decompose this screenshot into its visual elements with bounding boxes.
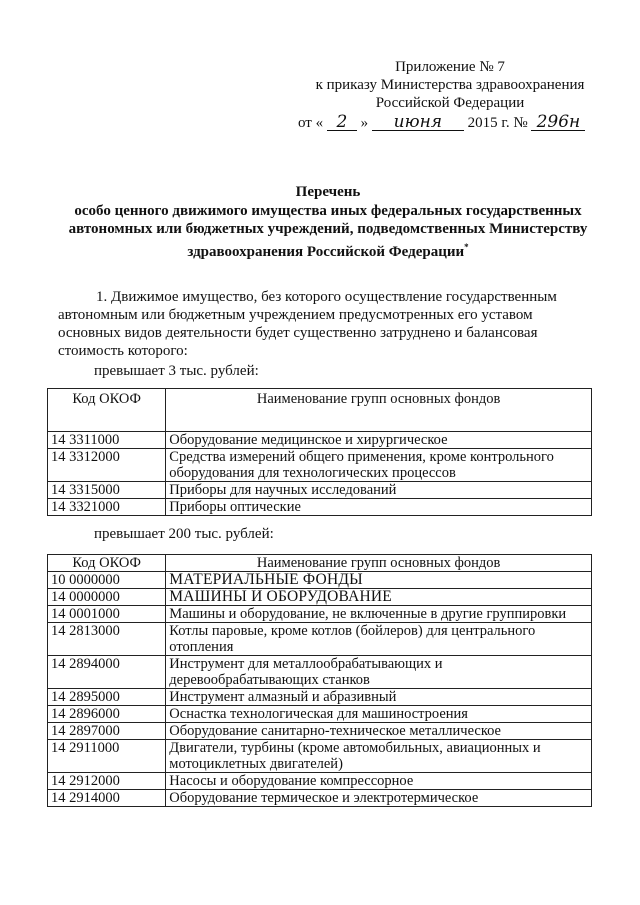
group-name: Приборы оптические bbox=[166, 499, 592, 516]
okof-code: 14 2896000 bbox=[48, 706, 166, 723]
table-header-row bbox=[48, 555, 592, 572]
table-row bbox=[48, 482, 592, 499]
okof-code: 14 3315000 bbox=[48, 482, 166, 499]
group-name: МАТЕРИАЛЬНЫЕ ФОНДЫ bbox=[166, 572, 592, 589]
year-text: 2015 г. № bbox=[467, 115, 528, 131]
okof-code: 14 2911000 bbox=[48, 740, 166, 773]
section-1-paragraph bbox=[58, 288, 610, 360]
okof-code: 10 0000000 bbox=[48, 572, 166, 589]
table-row bbox=[48, 623, 592, 656]
table-header-row bbox=[48, 389, 592, 432]
table-row bbox=[48, 790, 592, 807]
group-name: Насосы и оборудование компрессорное bbox=[166, 773, 592, 790]
group-name: МАШИНЫ И ОБОРУДОВАНИЕ bbox=[166, 589, 592, 606]
table-row bbox=[48, 689, 592, 706]
header-code: Код ОКОФ bbox=[48, 555, 166, 572]
handwritten-day: 2 bbox=[327, 114, 357, 131]
paragraph-line-4: стоимость которого: bbox=[58, 343, 188, 359]
appendix-header bbox=[290, 58, 610, 132]
header-code: Код ОКОФ bbox=[48, 389, 166, 432]
group-name: Машины и оборудование, не включенные в другие группировки bbox=[166, 606, 592, 623]
okof-code: 14 3311000 bbox=[48, 432, 166, 449]
table-row bbox=[48, 723, 592, 740]
group-name: Оборудование санитарно-техническое металлическое bbox=[166, 723, 592, 740]
date-mid: » bbox=[360, 115, 369, 131]
threshold-200k-label: превышает 200 тыс. рублей: bbox=[94, 526, 274, 542]
okof-code: 14 0001000 bbox=[48, 606, 166, 623]
group-name: Приборы для научных исследований bbox=[166, 482, 592, 499]
title-line-3 bbox=[40, 238, 616, 261]
title-line-2: автономных или бюджетных учреждений, подведомственных Министерству bbox=[68, 221, 588, 237]
title-heading: Перечень bbox=[295, 184, 361, 200]
group-name: Оборудование медицинское и хирургическое bbox=[166, 432, 592, 449]
paragraph-line-2: автономным или бюджетным учреждением предусмотренных его уставом bbox=[58, 307, 533, 323]
group-name: Оборудование термическое и электротермическое bbox=[166, 790, 592, 807]
okof-code: 14 2894000 bbox=[48, 656, 166, 689]
group-name: Инструмент для металлообрабатывающих и деревообрабатывающих станков bbox=[166, 656, 592, 689]
okof-code: 14 2895000 bbox=[48, 689, 166, 706]
group-name: Котлы паровые, кроме котлов (бойлеров) для центрального отопления bbox=[166, 623, 592, 656]
title-line-1: особо ценного движимого имущества иных федеральных государственных bbox=[74, 203, 582, 219]
title-line-3-text: здравоохранения Российской Федерации bbox=[187, 244, 465, 260]
group-name: Средства измерений общего применения, кроме контрольного оборудования для технологических процессов bbox=[166, 449, 592, 482]
table-row bbox=[48, 432, 592, 449]
appendix-federation: Российской Федерации bbox=[375, 95, 525, 111]
handwritten-month: июня bbox=[372, 114, 464, 131]
table-row bbox=[48, 449, 592, 482]
okof-code: 14 2912000 bbox=[48, 773, 166, 790]
header-name: Наименование групп основных фондов bbox=[166, 389, 592, 432]
group-name: Двигатели, турбины (кроме автомобильных, авиационных и мотоциклетных двигателей) bbox=[166, 740, 592, 773]
okof-code: 14 2897000 bbox=[48, 723, 166, 740]
table-row bbox=[48, 740, 592, 773]
table-200k bbox=[47, 554, 592, 807]
header-name: Наименование групп основных фондов bbox=[166, 555, 592, 572]
order-date-line bbox=[290, 114, 610, 132]
paragraph-line-1: 1. Движимое имущество, без которого осуществление государственным bbox=[96, 289, 557, 305]
group-name: Инструмент алмазный и абразивный bbox=[166, 689, 592, 706]
document-title bbox=[40, 183, 616, 261]
table-row bbox=[48, 589, 592, 606]
threshold-3k-label: превышает 3 тыс. рублей: bbox=[94, 363, 259, 379]
okof-code: 14 3312000 bbox=[48, 449, 166, 482]
table-row bbox=[48, 499, 592, 516]
okof-code: 14 0000000 bbox=[48, 589, 166, 606]
okof-code: 14 2813000 bbox=[48, 623, 166, 656]
table-row bbox=[48, 773, 592, 790]
date-prefix: от « bbox=[298, 115, 324, 131]
table-row bbox=[48, 606, 592, 623]
group-name: Оснастка технологическая для машиностроения bbox=[166, 706, 592, 723]
appendix-number: Приложение № 7 bbox=[395, 59, 505, 75]
paragraph-line-3: основных видов деятельности будет существенно затруднено и балансовая bbox=[58, 325, 538, 341]
handwritten-order-number: 296н bbox=[531, 114, 585, 131]
table-row bbox=[48, 572, 592, 589]
okof-code: 14 2914000 bbox=[48, 790, 166, 807]
footnote-mark: * bbox=[464, 242, 469, 252]
okof-code: 14 3321000 bbox=[48, 499, 166, 516]
table-3k bbox=[47, 388, 592, 516]
appendix-order-ref: к приказу Министерства здравоохранения bbox=[315, 77, 585, 93]
table-row bbox=[48, 706, 592, 723]
table-row bbox=[48, 656, 592, 689]
